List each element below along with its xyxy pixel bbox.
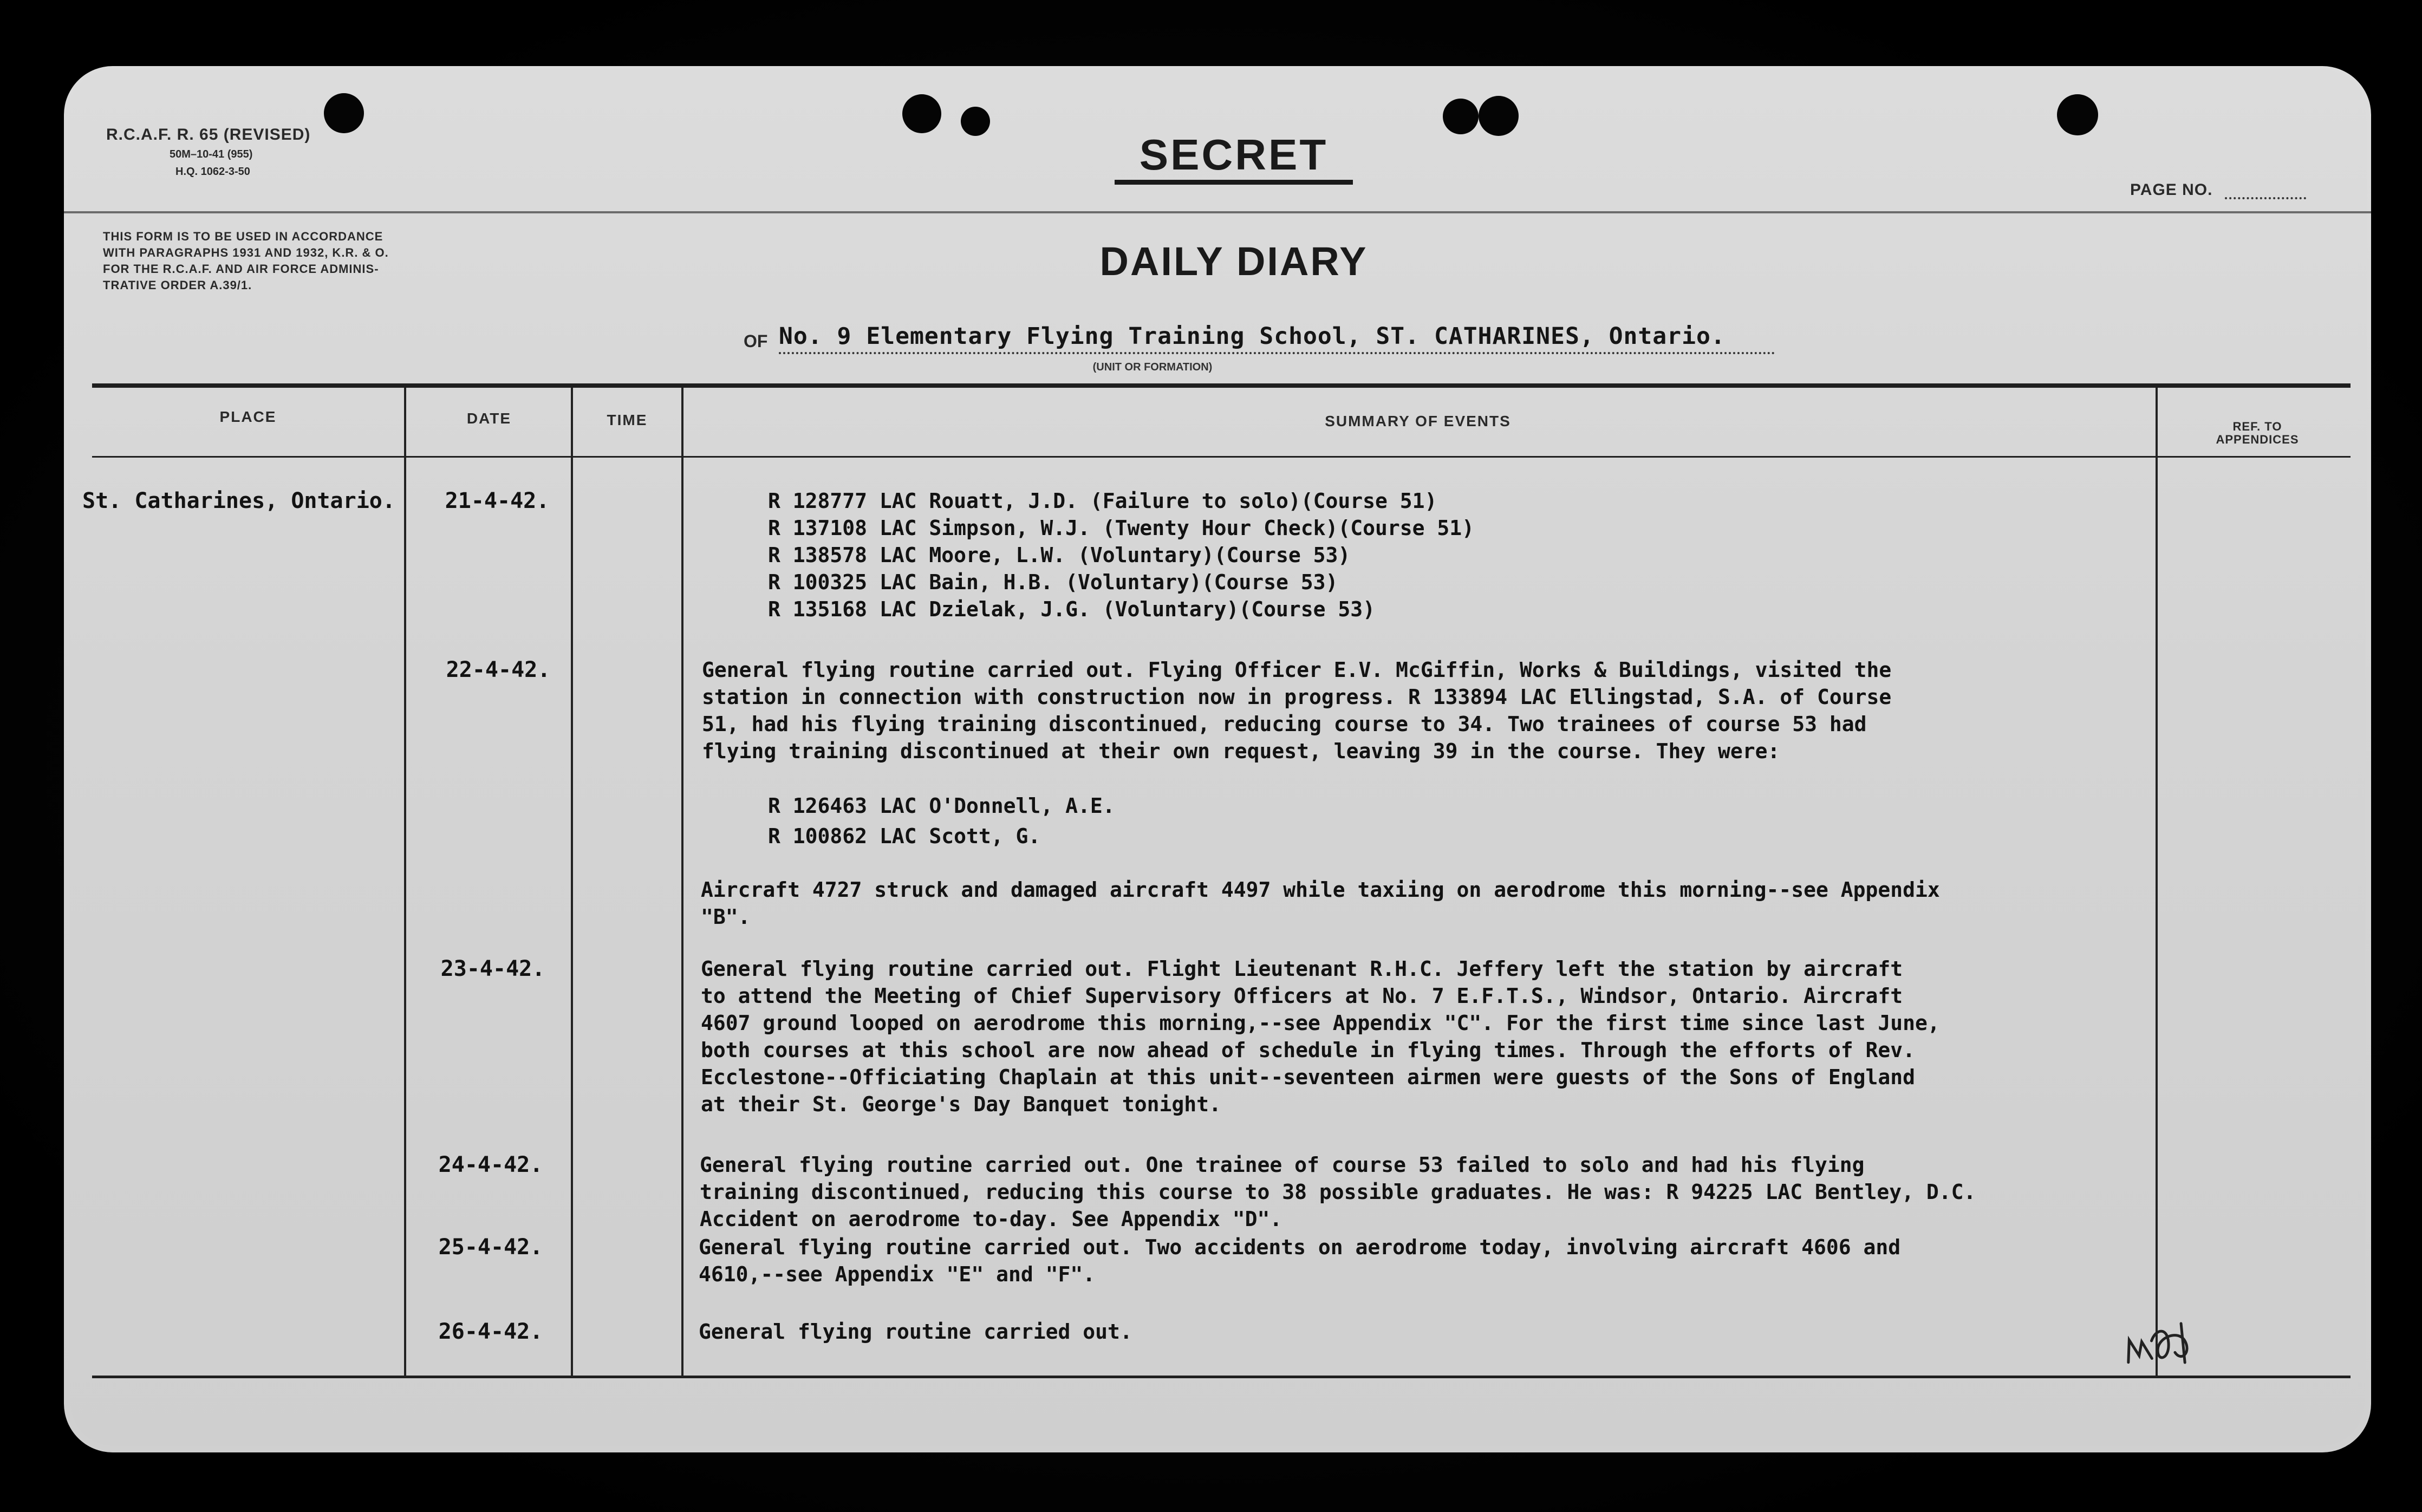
- page-number-label: PAGE NO.: [2130, 181, 2213, 199]
- entry-line: 4610,--see Appendix "E" and "F".: [699, 1262, 1096, 1286]
- diary-title: DAILY DIARY: [1099, 239, 1368, 284]
- entry-line: 51, had his flying training discontinued, reducing course to 34. Two trainees of course 53 had: [702, 712, 1867, 736]
- punch-hole: [1443, 99, 1479, 134]
- punch-hole: [961, 107, 990, 136]
- entry-line: 4607 ground looped on aerodrome this morning,--see Appendix "C". For the first time since last June,: [701, 1011, 1940, 1035]
- entry-line: General flying routine carried out. Flight Lieutenant R.H.C. Jeffery left the station by aircraft: [701, 957, 1903, 981]
- entry-line: to attend the Meeting of Chief Supervisory Officers at No. 7 E.F.T.S., Windsor, Ontario. Aircraft: [701, 984, 1903, 1008]
- entry-line: R 138578 LAC Moore, L.W. (Voluntary)(Course 53): [768, 543, 1351, 567]
- date-cell: 24-4-42.: [438, 1152, 543, 1177]
- entry-line: flying training discontinued at their own request, leaving 39 in the course. They were:: [702, 739, 1780, 763]
- column-header-date: DATE: [466, 410, 512, 427]
- diary-form-card: [64, 66, 2371, 1452]
- header-bottom-rule: [92, 456, 2351, 458]
- date-cell: 22-4-42.: [446, 657, 551, 682]
- entry-line: General flying routine carried out.: [699, 1320, 1132, 1344]
- ref-header-line: REF. TO: [2232, 420, 2282, 433]
- entry-line: R 128777 LAC Rouatt, J.D. (Failure to solo)(Course 51): [768, 489, 1437, 513]
- form-usage-notice: [103, 229, 590, 294]
- diary-entry: [768, 487, 1474, 623]
- date-cell: 21-4-42.: [445, 488, 550, 513]
- notice-line: FOR THE R.C.A.F. AND AIR FORCE ADMINIS-: [103, 262, 379, 276]
- entry-line: at their St. George's Day Banquet tonight.: [701, 1092, 1221, 1116]
- entry-line: General flying routine carried out. Two accidents on aerodrome today, involving aircraft 4606 and: [699, 1235, 1901, 1259]
- entry-line: R 100325 LAC Bain, H.B. (Voluntary)(Course 53): [768, 570, 1338, 594]
- summary-ref-divider: [2156, 388, 2158, 1377]
- date-cell: 23-4-42.: [440, 956, 545, 981]
- entry-line: R 135168 LAC Dzielak, J.G. (Voluntary)(Course 53): [768, 597, 1376, 621]
- form-print-line: 50M–10-41 (955): [170, 148, 253, 160]
- entry-line: Aircraft 4727 struck and damaged aircraft 4497 while taxiing on aerodrome this morning--see Appendix: [701, 878, 1940, 902]
- security-classification: SECRET: [1115, 130, 1353, 185]
- unit-caption: (UNIT OR FORMATION): [1092, 361, 1213, 373]
- entry-line: Accident on aerodrome to-day. See Appendix "D".: [700, 1207, 1282, 1231]
- date-time-divider: [571, 388, 573, 1377]
- entry-line: General flying routine carried out. One trainee of course 53 failed to solo and had his flying: [700, 1153, 1865, 1177]
- notice-line: TRATIVE ORDER A.39/1.: [103, 278, 252, 292]
- entry-line: "B".: [701, 905, 751, 929]
- form-hq-line: H.Q. 1062-3-50: [175, 166, 250, 178]
- entry-line: General flying routine carried out. Flying Officer E.V. McGiffin, Works & Buildings, visited the: [702, 658, 1892, 682]
- diary-entry: [700, 1151, 1976, 1233]
- diary-entry: [702, 656, 1891, 765]
- time-summary-divider: [681, 388, 683, 1377]
- place-cell: St. Catharines, Ontario.: [82, 488, 395, 513]
- date-cell: 25-4-42.: [438, 1235, 543, 1260]
- column-header-summary: SUMMARY OF EVENTS: [1325, 413, 1511, 429]
- form-code-line: R.C.A.F. R. 65 (REVISED): [106, 126, 311, 144]
- punch-hole: [1479, 96, 1519, 136]
- table-bottom-rule: [92, 1376, 2351, 1378]
- column-header-time: TIME: [607, 412, 648, 428]
- of-label: OF: [744, 331, 768, 351]
- entry-line: R 137108 LAC Simpson, W.J. (Twenty Hour Check)(Course 51): [768, 516, 1475, 540]
- notice-line: THIS FORM IS TO BE USED IN ACCORDANCE: [103, 230, 383, 243]
- page-number-blank: [2225, 197, 2306, 199]
- diary-entry: [699, 1318, 1132, 1345]
- entry-line: R 126463 LAC O'Donnell, A.E.: [768, 794, 1115, 818]
- entry-line: both courses at this school are now ahead of schedule in flying times. Through the efforts of Rev.: [701, 1038, 1916, 1062]
- diary-entry-names: [768, 791, 1115, 851]
- column-header-place: PLACE: [219, 408, 277, 425]
- punch-hole: [2057, 94, 2098, 135]
- punch-hole: [324, 93, 364, 133]
- unit-name: No. 9 Elementary Flying Training School, ST. CATHARINES, Ontario.: [779, 321, 1775, 354]
- diary-entry: [699, 1234, 1900, 1288]
- entry-line: Ecclestone--Officiating Chaplain at this unit--seventeen airmen were guests of the Sons of England: [701, 1065, 1916, 1089]
- header-divider: [64, 211, 2371, 213]
- date-cell: 26-4-42.: [438, 1319, 543, 1344]
- entry-line: training discontinued, reducing this course to 38 possible graduates. He was: R 94225 LAC Bentley, D.C.: [700, 1180, 1976, 1204]
- place-date-divider: [404, 388, 406, 1377]
- diary-entry-aircraft: [701, 876, 1940, 930]
- entry-line: R 100862 LAC Scott, G.: [768, 824, 1041, 848]
- table-top-rule: [92, 383, 2351, 388]
- diary-entry: [701, 955, 1940, 1118]
- ref-header-line: APPENDICES: [2216, 433, 2299, 446]
- punch-hole: [902, 94, 941, 133]
- column-header-appendices: [2160, 420, 2355, 446]
- notice-line: WITH PARAGRAPHS 1931 AND 1932, K.R. & O.: [103, 246, 389, 259]
- entry-line: station in connection with construction now in progress. R 133894 LAC Ellingstad, S.A. of Course: [702, 685, 1892, 709]
